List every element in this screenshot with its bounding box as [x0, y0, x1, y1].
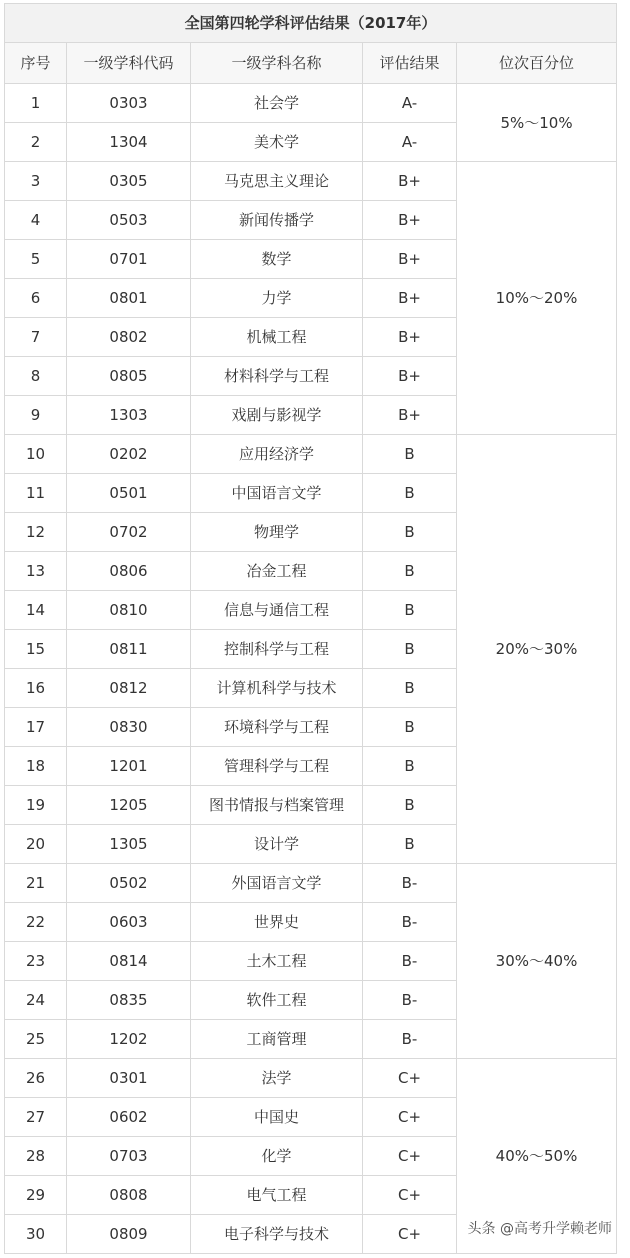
row-number: 24	[5, 981, 67, 1020]
discipline-name: 土木工程	[191, 942, 363, 981]
evaluation-grade: B	[363, 708, 457, 747]
evaluation-grade: B	[363, 786, 457, 825]
table-row	[5, 435, 617, 474]
evaluation-grade: B+	[363, 162, 457, 201]
discipline-code: 0811	[67, 630, 191, 669]
discipline-code: 1303	[67, 396, 191, 435]
discipline-code: 0812	[67, 669, 191, 708]
evaluation-grade: B-	[363, 1020, 457, 1059]
discipline-code: 1201	[67, 747, 191, 786]
row-number: 30	[5, 1215, 67, 1254]
row-number: 16	[5, 669, 67, 708]
row-number: 14	[5, 591, 67, 630]
discipline-code: 0501	[67, 474, 191, 513]
evaluation-grade: B+	[363, 240, 457, 279]
discipline-name: 材料科学与工程	[191, 357, 363, 396]
col-header-no: 序号	[5, 43, 67, 84]
discipline-name: 设计学	[191, 825, 363, 864]
evaluation-grade: B-	[363, 864, 457, 903]
evaluation-grade: B	[363, 630, 457, 669]
row-number: 15	[5, 630, 67, 669]
percentile-group: 10%～20%	[457, 162, 617, 435]
evaluation-grade: C+	[363, 1176, 457, 1215]
discipline-code: 0702	[67, 513, 191, 552]
table-body	[5, 84, 617, 1254]
evaluation-grade: C+	[363, 1215, 457, 1254]
discipline-name: 世界史	[191, 903, 363, 942]
evaluation-grade: B	[363, 435, 457, 474]
discipline-code: 0814	[67, 942, 191, 981]
evaluation-grade: B	[363, 513, 457, 552]
discipline-code: 0503	[67, 201, 191, 240]
row-number: 8	[5, 357, 67, 396]
discipline-code: 0303	[67, 84, 191, 123]
discipline-code: 0806	[67, 552, 191, 591]
results-table	[4, 3, 617, 1254]
percentile-group: 30%～40%	[457, 864, 617, 1059]
discipline-name: 应用经济学	[191, 435, 363, 474]
evaluation-grade: A-	[363, 123, 457, 162]
evaluation-grade: B	[363, 552, 457, 591]
discipline-code: 0202	[67, 435, 191, 474]
row-number: 29	[5, 1176, 67, 1215]
discipline-name: 马克思主义理论	[191, 162, 363, 201]
discipline-name: 物理学	[191, 513, 363, 552]
col-header-grade: 评估结果	[363, 43, 457, 84]
row-number: 5	[5, 240, 67, 279]
results-table-container	[4, 3, 616, 1254]
discipline-name: 计算机科学与技术	[191, 669, 363, 708]
evaluation-grade: B+	[363, 357, 457, 396]
evaluation-grade: B+	[363, 279, 457, 318]
discipline-name: 电气工程	[191, 1176, 363, 1215]
row-number: 22	[5, 903, 67, 942]
row-number: 25	[5, 1020, 67, 1059]
discipline-name: 中国语言文学	[191, 474, 363, 513]
evaluation-grade: C+	[363, 1098, 457, 1137]
discipline-name: 社会学	[191, 84, 363, 123]
discipline-name: 工商管理	[191, 1020, 363, 1059]
discipline-name: 冶金工程	[191, 552, 363, 591]
discipline-name: 控制科学与工程	[191, 630, 363, 669]
watermark: 头条 @高考升学赖老师	[464, 1216, 616, 1240]
discipline-name: 图书情报与档案管理	[191, 786, 363, 825]
table-row	[5, 162, 617, 201]
evaluation-grade: B+	[363, 396, 457, 435]
evaluation-grade: B+	[363, 318, 457, 357]
row-number: 3	[5, 162, 67, 201]
row-number: 20	[5, 825, 67, 864]
discipline-code: 0809	[67, 1215, 191, 1254]
discipline-code: 1304	[67, 123, 191, 162]
discipline-name: 环境科学与工程	[191, 708, 363, 747]
row-number: 2	[5, 123, 67, 162]
table-title: 全国第四轮学科评估结果（2017年）	[5, 4, 617, 43]
discipline-code: 0835	[67, 981, 191, 1020]
discipline-name: 软件工程	[191, 981, 363, 1020]
evaluation-grade: B-	[363, 981, 457, 1020]
evaluation-grade: B-	[363, 942, 457, 981]
evaluation-grade: B	[363, 591, 457, 630]
discipline-code: 1202	[67, 1020, 191, 1059]
discipline-code: 0502	[67, 864, 191, 903]
table-row	[5, 864, 617, 903]
row-number: 23	[5, 942, 67, 981]
discipline-name: 化学	[191, 1137, 363, 1176]
discipline-code: 0801	[67, 279, 191, 318]
percentile-group: 5%～10%	[457, 84, 617, 162]
col-header-code: 一级学科代码	[67, 43, 191, 84]
evaluation-grade: C+	[363, 1059, 457, 1098]
row-number: 4	[5, 201, 67, 240]
discipline-name: 中国史	[191, 1098, 363, 1137]
evaluation-grade: B	[363, 825, 457, 864]
discipline-name: 信息与通信工程	[191, 591, 363, 630]
discipline-name: 新闻传播学	[191, 201, 363, 240]
evaluation-grade: B	[363, 669, 457, 708]
percentile-group: 40%～50%	[457, 1059, 617, 1254]
col-header-percentile: 位次百分位	[457, 43, 617, 84]
discipline-name: 管理科学与工程	[191, 747, 363, 786]
discipline-code: 0808	[67, 1176, 191, 1215]
discipline-name: 美术学	[191, 123, 363, 162]
discipline-code: 0701	[67, 240, 191, 279]
discipline-name: 戏剧与影视学	[191, 396, 363, 435]
row-number: 19	[5, 786, 67, 825]
table-row	[5, 84, 617, 123]
discipline-code: 1205	[67, 786, 191, 825]
discipline-code: 0301	[67, 1059, 191, 1098]
row-number: 17	[5, 708, 67, 747]
discipline-name: 力学	[191, 279, 363, 318]
discipline-code: 0802	[67, 318, 191, 357]
discipline-code: 0703	[67, 1137, 191, 1176]
discipline-code: 0805	[67, 357, 191, 396]
discipline-code: 0602	[67, 1098, 191, 1137]
discipline-code: 1305	[67, 825, 191, 864]
evaluation-grade: B	[363, 474, 457, 513]
row-number: 28	[5, 1137, 67, 1176]
row-number: 11	[5, 474, 67, 513]
row-number: 21	[5, 864, 67, 903]
row-number: 13	[5, 552, 67, 591]
row-number: 27	[5, 1098, 67, 1137]
discipline-name: 法学	[191, 1059, 363, 1098]
discipline-name: 机械工程	[191, 318, 363, 357]
row-number: 18	[5, 747, 67, 786]
percentile-group: 20%～30%	[457, 435, 617, 864]
evaluation-grade: A-	[363, 84, 457, 123]
evaluation-grade: C+	[363, 1137, 457, 1176]
row-number: 26	[5, 1059, 67, 1098]
discipline-code: 0830	[67, 708, 191, 747]
table-row	[5, 1059, 617, 1098]
row-number: 10	[5, 435, 67, 474]
discipline-name: 电子科学与技术	[191, 1215, 363, 1254]
evaluation-grade: B-	[363, 903, 457, 942]
discipline-name: 数学	[191, 240, 363, 279]
evaluation-grade: B+	[363, 201, 457, 240]
row-number: 6	[5, 279, 67, 318]
row-number: 1	[5, 84, 67, 123]
discipline-code: 0305	[67, 162, 191, 201]
discipline-code: 0603	[67, 903, 191, 942]
evaluation-grade: B	[363, 747, 457, 786]
discipline-name: 外国语言文学	[191, 864, 363, 903]
discipline-code: 0810	[67, 591, 191, 630]
row-number: 9	[5, 396, 67, 435]
col-header-name: 一级学科名称	[191, 43, 363, 84]
row-number: 7	[5, 318, 67, 357]
row-number: 12	[5, 513, 67, 552]
